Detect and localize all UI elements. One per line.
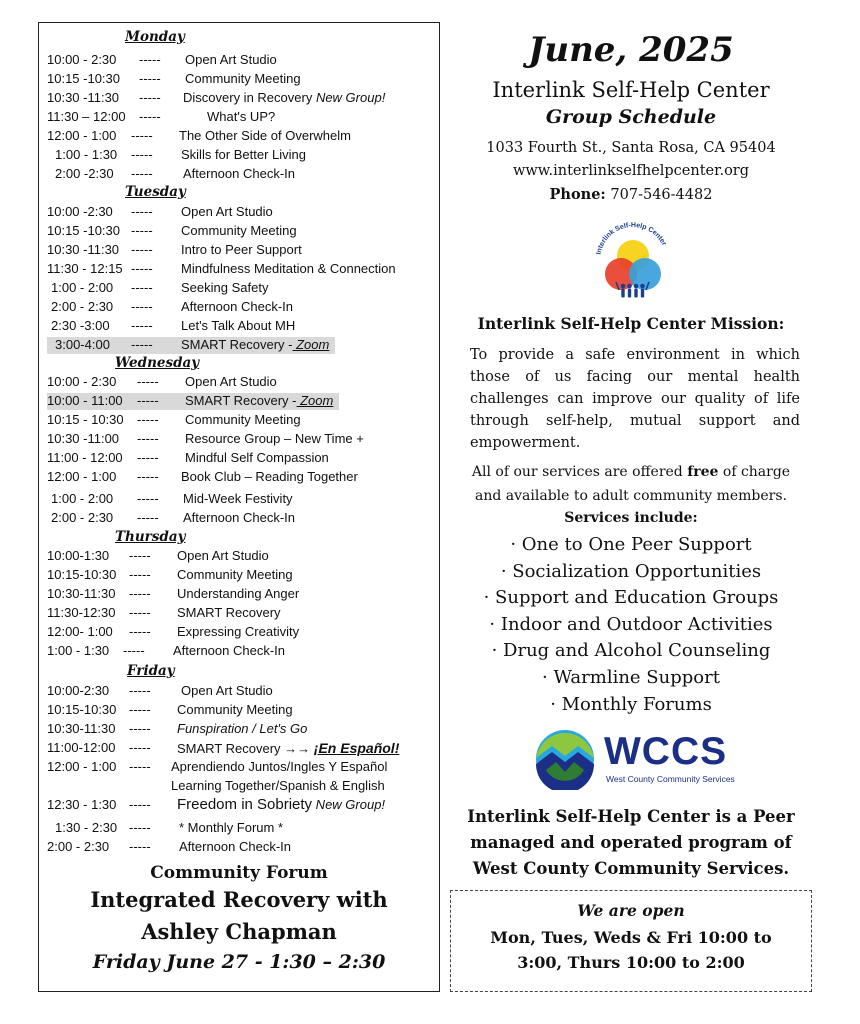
separator-dashes: ----- [129,702,151,717]
separator-dashes: ----- [131,280,153,295]
forum-date: Friday June 27 - 1:30 – 2:30 [92,951,386,973]
day-heading-monday: Monday [125,29,185,45]
separator-dashes: ----- [137,450,159,465]
separator-dashes: ----- [137,469,159,484]
schedule-row [47,510,427,527]
separator-dashes: ----- [129,839,151,854]
free-services-line1: All of our services are offered free of charge [471,464,791,480]
separator-dashes: ----- [137,510,159,525]
session-time: 12:00 - 1:00 [47,469,117,484]
schedule-row [47,605,427,622]
session-tag: Zoom [296,393,334,408]
separator-dashes: ----- [139,71,161,86]
mission-line: challenges can improve our quality of life [470,391,800,407]
session-name: Afternoon Check-In [183,166,296,181]
org-name: Interlink Self-Help Center [492,78,770,102]
hours-line2: 3:00, Thurs 10:00 to 2:00 [517,953,745,972]
schedule-row [47,90,427,107]
forum-title-line1: Integrated Recovery with [90,887,388,912]
session-time: 10:00 - 2:30 [47,52,117,67]
schedule-row [47,204,427,221]
session-time: 10:00-2:30 [47,683,110,698]
schedule-row [47,412,427,429]
schedule-row [47,721,427,738]
schedule-panel [38,22,440,992]
session-time: 3:00-4:00 [55,337,110,352]
separator-dashes: ----- [123,643,145,658]
session-name: Mindful Self Compassion [185,450,329,465]
schedule-subtitle: Group Schedule [545,106,717,128]
separator-dashes: ----- [139,109,161,124]
session-time: 2:00 - 2:30 [51,299,114,314]
session-name: Open Art Studio [185,374,277,389]
session-name-translation: Learning Together/Spanish & English [171,778,385,793]
schedule-row [47,548,427,565]
wccs-tagline: West County Community Services [606,774,735,784]
session-name: SMART Recovery - [181,337,293,352]
session-time: 10:15 -10:30 [47,223,121,238]
session-time: 1:00 - 2:00 [51,491,114,506]
session-name: Book Club – Reading Together [181,469,358,484]
session-time: 10:00 -2:30 [47,204,113,219]
wccs-mountain-icon [532,728,598,790]
session-time: 10:15-10:30 [47,567,117,582]
separator-dashes: ----- [129,740,151,755]
mission-line: empowerment. [470,435,581,451]
session-time: 2:00 -2:30 [55,166,114,181]
schedule-row [47,567,427,584]
separator-dashes: ----- [137,431,159,446]
website-link[interactable]: www.interlinkselfhelpcenter.org [512,163,750,179]
session-time: 10:00-1:30 [47,548,110,563]
session-name: SMART Recovery - [185,393,297,408]
separator-dashes: ----- [131,318,153,333]
separator-dashes: ----- [131,337,153,352]
schedule-row [47,491,427,508]
session-name: Discovery in Recovery [183,90,313,105]
session-name: Understanding Anger [177,586,300,601]
day-heading-tuesday: Tuesday [125,184,186,200]
schedule-row [47,820,427,837]
phone-line [456,186,806,203]
separator-dashes: ----- [131,147,153,162]
peer-statement-line: West County Community Services. [472,859,790,878]
separator-dashes: ----- [129,567,151,582]
separator-dashes: ----- [129,721,151,736]
session-time: 12:00 - 1:00 [47,759,117,774]
session-name: Skills for Better Living [181,147,306,162]
session-time: 1:30 - 2:30 [55,820,118,835]
session-time: 10:15 -10:30 [47,71,121,86]
schedule-row [47,393,339,410]
schedule-row [47,643,427,660]
session-name: Seeking Safety [181,280,269,295]
forum-heading: Community Forum [150,863,328,883]
session-time: 1:00 - 1:30 [55,147,118,162]
mission-heading: Interlink Self-Help Center Mission: [477,314,785,333]
session-name: SMART Recovery [177,741,281,756]
schedule-row [47,702,427,719]
svg-text:Interlink Self-Help Center: Interlink Self-Help Center [595,221,668,256]
session-time: 10:30 -11:00 [47,431,120,446]
session-time: 1:00 - 1:30 [47,643,110,658]
session-name: Community Meeting [181,223,297,238]
mission-line: through self-help, mutual support and [470,413,800,429]
separator-dashes: ----- [131,242,153,257]
session-time: 12:00- 1:00 [47,624,113,639]
service-item: · Monthly Forums [550,693,712,715]
wccs-wordmark: WCCS [604,730,728,773]
service-item: · Indoor and Outdoor Activities [489,613,773,635]
separator-dashes: ----- [131,166,153,181]
schedule-row [47,839,427,856]
session-time: 10:30-11:30 [47,586,116,601]
session-name: Afternoon Check-In [181,299,294,314]
session-name: Aprendiendo Juntos/Ingles Y Español [171,759,388,774]
session-name: Expressing Creativity [177,624,300,639]
schedule-row [47,586,427,603]
session-name: Community Meeting [185,71,301,86]
day-heading-wednesday: Wednesday [115,355,200,371]
separator-dashes: ----- [131,299,153,314]
separator-dashes: ----- [131,128,153,143]
schedule-row [47,450,427,467]
session-time: 10:30-11:30 [47,721,116,736]
session-name: SMART Recovery [177,605,281,620]
session-name: The Other Side of Overwhelm [179,128,351,143]
arrow-icon: →→ [280,741,314,756]
session-name: What's UP? [207,109,276,124]
peer-statement [456,804,806,882]
session-time: 11:00-12:00 [47,740,116,755]
forum-title-line2: Ashley Chapman [141,919,337,944]
session-time: 11:00 - 12:00 [47,450,123,465]
schedule-row [47,261,427,278]
schedule-row [47,469,427,486]
address: 1033 Fourth St., Santa Rosa, CA 95404 [486,140,776,156]
session-name: Afternoon Check-In [179,839,292,854]
session-time: 11:30 – 12:00 [47,109,126,124]
schedule-row [47,431,427,448]
service-item: · Drug and Alcohol Counseling [491,640,771,662]
session-name: Open Art Studio [181,204,273,219]
separator-dashes: ----- [139,90,161,105]
session-tag: New Group! [312,797,386,812]
separator-dashes: ----- [129,797,151,812]
session-time: 10:00 - 2:30 [47,374,117,389]
schedule-row [47,166,427,183]
session-name: Freedom in Sobriety [177,796,313,813]
session-name: Open Art Studio [177,548,269,563]
session-name: * Monthly Forum * [179,820,284,835]
service-item: · Socialization Opportunities [500,560,762,582]
services-heading: Services include: [564,510,698,526]
interlink-logo [588,220,678,310]
phone-number: 707-546-4482 [610,187,713,203]
session-name: Community Meeting [185,412,301,427]
service-item: · Support and Education Groups [483,587,779,609]
schedule-row [47,147,427,164]
mission-statement [470,344,800,454]
hours-heading: We are open [577,901,685,920]
session-time: 2:00 - 2:30 [47,839,110,854]
session-time: 11:30-12:30 [47,605,116,620]
session-time: 10:30 -11:30 [47,90,120,105]
service-item: · One to One Peer Support [510,534,752,555]
separator-dashes: ----- [129,586,151,601]
schedule-row [47,624,427,641]
session-time: 10:00 - 11:00 [47,393,123,408]
session-time: 1:00 - 2:00 [51,280,114,295]
peer-statement-line: managed and operated program of [470,833,792,852]
separator-dashes: ----- [137,491,159,506]
separator-dashes: ----- [129,759,151,774]
session-name: Afternoon Check-In [183,510,296,525]
separator-dashes: ----- [131,204,153,219]
schedule-row [47,797,427,814]
schedule-row [47,683,427,700]
separator-dashes: ----- [137,374,159,389]
separator-dashes: ----- [129,820,151,835]
session-name: Community Meeting [177,702,293,717]
session-name: Afternoon Check-In [173,643,286,658]
session-time: 2:30 -3:00 [51,318,110,333]
session-time: 11:30 - 12:15 [47,261,123,276]
separator-dashes: ----- [129,683,151,698]
session-time: 12:30 - 1:30 [47,797,117,812]
mission-line: To provide a safe environment in which [470,347,800,363]
schedule-row [47,318,427,335]
session-time: 10:15 - 10:30 [47,412,124,427]
session-name: Open Art Studio [181,683,273,698]
peer-statement-line: Interlink Self-Help Center is a Peer [467,807,795,826]
session-time: 12:00 - 1:00 [47,128,117,143]
session-name: Resource Group – New Time + [185,431,364,446]
separator-dashes: ----- [137,393,159,408]
schedule-row [47,242,427,259]
session-name: Mid-Week Festivity [183,491,293,506]
session-name: Funspiration / Let's Go [177,721,308,736]
session-tag: Zoom [292,337,330,352]
separator-dashes: ----- [137,412,159,427]
separator-dashes: ----- [131,261,153,276]
schedule-row [47,223,427,240]
session-name: Let's Talk About MH [181,318,296,333]
separator-dashes: ----- [129,548,151,563]
session-time: 10:15-10:30 [47,702,117,717]
session-time: 2:00 - 2:30 [51,510,114,525]
wccs-logo [532,728,742,792]
schedule-row [47,280,427,297]
free-services-line2: and available to adult community members. [475,488,787,504]
hours-line1: Mon, Tues, Weds & Fri 10:00 to [490,928,772,947]
hours-box [450,890,812,992]
schedule-row [47,109,427,126]
session-name: Intro to Peer Support [181,242,302,257]
schedule-row [47,52,427,69]
session-name: Community Meeting [177,567,293,582]
separator-dashes: ----- [129,624,151,639]
service-item: · Warmline Support [542,667,720,688]
session-tag: New Group! [312,90,386,105]
separator-dashes: ----- [129,605,151,620]
separator-dashes: ----- [139,52,161,67]
schedule-row [47,299,427,316]
month-title: June, 2025 [528,30,734,70]
day-heading-thursday: Thursday [115,529,186,545]
schedule-row [47,759,427,795]
day-heading-friday: Friday [127,663,175,679]
schedule-row [47,740,427,757]
schedule-row [47,128,427,145]
mission-line: those of us facing our mental health [470,369,800,385]
phone-label: Phone: [549,186,606,203]
session-tag: ¡En Español! [313,740,400,756]
schedule-row [47,337,335,354]
separator-dashes: ----- [131,223,153,238]
session-time: 10:30 -11:30 [47,242,120,257]
session-name: Mindfulness Meditation & Connection [181,261,396,276]
session-name: Open Art Studio [185,52,277,67]
schedule-row [47,374,427,391]
schedule-row [47,71,427,88]
